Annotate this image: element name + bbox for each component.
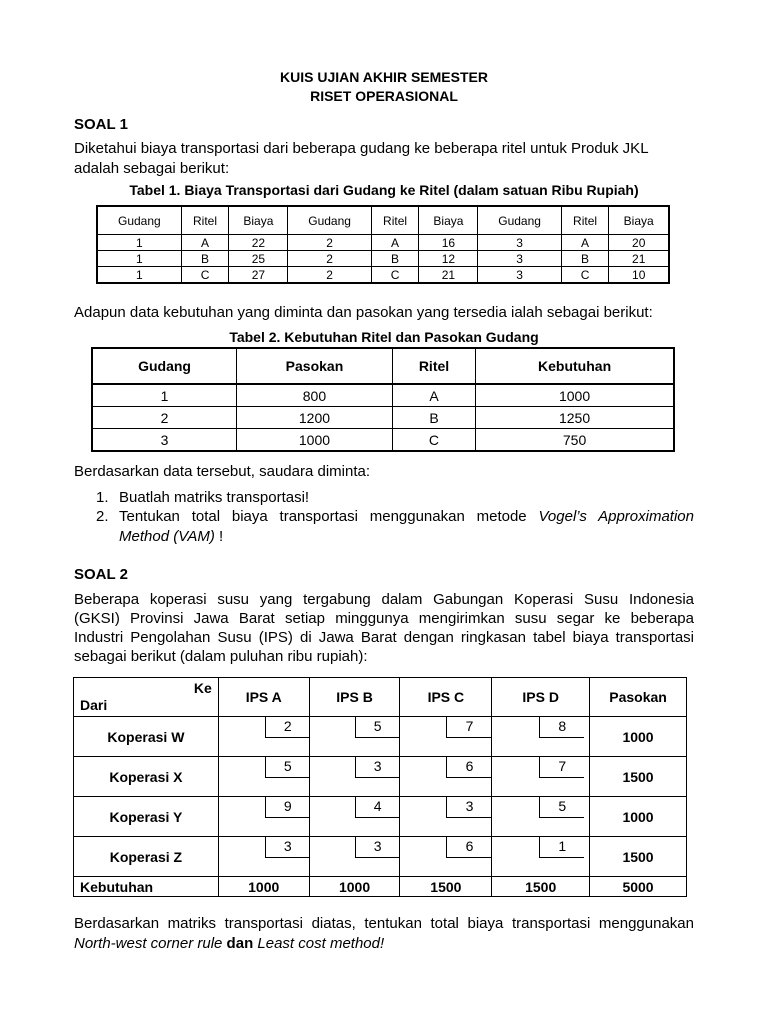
table1-header: Biaya <box>229 206 288 235</box>
soal2-para-line1: Beberapa koperasi susu yang tergabung dalam Gabungan Koperasi Susu Indonesia <box>74 591 694 608</box>
supply-cell: 1000 <box>590 797 687 837</box>
cost-cell <box>218 837 309 877</box>
table-row <box>74 797 687 837</box>
table1-caption: Tabel 1. Biaya Transportasi dari Gudang ke Ritel (dalam satuan Ribu Rupiah) <box>129 182 639 198</box>
cost-value: 6 <box>446 757 491 778</box>
table2-header: Pasokan <box>237 348 393 384</box>
table-cell: 800 <box>237 384 393 407</box>
cost-value: 9 <box>265 797 310 818</box>
corner-ke: Ke <box>193 680 212 696</box>
task-text-plain: Tentukan total biaya transportasi menggunakan metode <box>119 508 539 525</box>
table-cell: B <box>561 251 609 267</box>
task-number: 2. <box>96 508 109 525</box>
table2-header: Kebutuhan <box>476 348 674 384</box>
table1-header: Biaya <box>609 206 669 235</box>
cost-cell <box>309 837 400 877</box>
footer-label: Kebutuhan <box>74 877 219 897</box>
table-row <box>92 384 674 407</box>
table-cell: C <box>392 429 475 452</box>
cost-value: 3 <box>355 837 400 858</box>
table3-header: IPS D <box>492 678 590 717</box>
supply-cell: 1500 <box>590 757 687 797</box>
cost-cell <box>309 717 400 757</box>
table-cell: 3 <box>478 235 561 251</box>
table3-header: IPS B <box>309 678 400 717</box>
soal2-para-line3: Industri Pengolahan Susu (IPS) di Jawa Barat dengan ringkasan tabel biaya transportasi <box>74 629 694 646</box>
cost-cell <box>400 797 492 837</box>
table3-header: IPS A <box>218 678 309 717</box>
cost-value: 3 <box>446 797 491 818</box>
table1-header: Biaya <box>419 206 478 235</box>
cost-value: 5 <box>539 797 584 818</box>
table2-caption: Tabel 2. Kebutuhan Ritel dan Pasokan Gudang <box>229 329 539 345</box>
soal2-closing-line1: Berdasarkan matriks transportasi diatas, tentukan total biaya transportasi menggunakan <box>74 915 694 932</box>
table-row <box>74 837 687 877</box>
table-row <box>97 251 669 267</box>
soal1-intro-line1: Diketahui biaya transportasi dari beberapa gudang ke beberapa ritel untuk Produk JKL <box>74 140 649 157</box>
row-label: Koperasi W <box>74 717 219 757</box>
table-cell: C <box>561 267 609 284</box>
table-cell: 1000 <box>237 429 393 452</box>
task-number: 1. <box>96 489 109 506</box>
table-cell: 16 <box>419 235 478 251</box>
task-text-end: ! <box>214 528 224 545</box>
table-cell: 20 <box>609 235 669 251</box>
soal1-heading: SOAL 1 <box>74 116 128 133</box>
table3-header: Pasokan <box>590 678 687 717</box>
table-cell: 1 <box>97 251 181 267</box>
table-row <box>74 717 687 757</box>
table-cell: 2 <box>288 235 371 251</box>
cost-cell <box>492 797 590 837</box>
supply-cell: 1000 <box>590 717 687 757</box>
table-row <box>97 235 669 251</box>
cost-cell <box>400 717 492 757</box>
soal2-heading: SOAL 2 <box>74 566 128 583</box>
cost-cell <box>492 717 590 757</box>
table-cell: C <box>181 267 229 284</box>
cost-cell <box>400 837 492 877</box>
cost-cell <box>492 837 590 877</box>
table-cell: 1250 <box>476 407 674 429</box>
task-text <box>119 507 694 547</box>
cost-cell <box>309 757 400 797</box>
table-cell: 21 <box>419 267 478 284</box>
task-item-2 <box>96 507 694 547</box>
soal1-between-text: Adapun data kebutuhan yang diminta dan pasokan yang tersedia ialah sebagai berikut: <box>74 304 653 321</box>
table-cell: 3 <box>478 267 561 284</box>
table1-header: Gudang <box>97 206 181 235</box>
cost-value: 3 <box>265 837 310 858</box>
row-label: Koperasi Z <box>74 837 219 877</box>
doc-subtitle: RISET OPERASIONAL <box>310 88 458 104</box>
table-cell: A <box>561 235 609 251</box>
table-cell: B <box>371 251 419 267</box>
table-cell: 3 <box>92 429 237 452</box>
demand-cell: 1000 <box>309 877 400 897</box>
cost-value: 5 <box>355 717 400 738</box>
table3 <box>73 677 687 897</box>
table-cell: B <box>181 251 229 267</box>
table-cell: 12 <box>419 251 478 267</box>
table1-header-row <box>97 206 669 235</box>
table-cell: A <box>181 235 229 251</box>
table1-header: Gudang <box>478 206 561 235</box>
table-cell: 1200 <box>237 407 393 429</box>
table-cell: 2 <box>288 267 371 284</box>
table-cell: A <box>392 384 475 407</box>
table-row <box>92 407 674 429</box>
soal2-closing-line2 <box>74 934 694 954</box>
corner-dari: Dari <box>80 697 108 713</box>
table2-header-row <box>92 348 674 384</box>
cost-cell <box>218 757 309 797</box>
total-cell: 5000 <box>590 877 687 897</box>
table1 <box>96 205 670 284</box>
cost-cell <box>492 757 590 797</box>
table3-header-row <box>74 678 687 717</box>
table-cell: C <box>371 267 419 284</box>
table1-header: Ritel <box>371 206 419 235</box>
cost-value: 2 <box>265 717 310 738</box>
table-row <box>74 757 687 797</box>
table2-header: Ritel <box>392 348 475 384</box>
table-cell: 750 <box>476 429 674 452</box>
cost-cell <box>218 717 309 757</box>
task-text-italic: Vogel’s Approximation Method (VAM) <box>119 508 694 545</box>
cost-value: 7 <box>539 757 584 778</box>
table-cell: 25 <box>229 251 288 267</box>
table-cell: 10 <box>609 267 669 284</box>
cost-value: 8 <box>539 717 584 738</box>
table-cell: B <box>392 407 475 429</box>
cost-cell <box>218 797 309 837</box>
table-cell: A <box>371 235 419 251</box>
demand-cell: 1000 <box>218 877 309 897</box>
soal1-intro-line2: adalah sebagai berikut: <box>74 160 230 177</box>
cost-cell <box>400 757 492 797</box>
table2-header: Gudang <box>92 348 237 384</box>
table-cell: 22 <box>229 235 288 251</box>
cost-cell <box>309 797 400 837</box>
table-cell: 1 <box>97 267 181 284</box>
row-label: Koperasi Y <box>74 797 219 837</box>
table1-header: Ritel <box>181 206 229 235</box>
table-cell: 1 <box>92 384 237 407</box>
table-cell: 1 <box>97 235 181 251</box>
cost-value: 6 <box>446 837 491 858</box>
table-cell: 3 <box>478 251 561 267</box>
table-cell: 2 <box>92 407 237 429</box>
table1-header: Gudang <box>288 206 371 235</box>
table2 <box>91 347 675 452</box>
doc-title: KUIS UJIAN AKHIR SEMESTER <box>280 69 488 85</box>
table3-footer-row <box>74 877 687 897</box>
demand-cell: 1500 <box>400 877 492 897</box>
table-row <box>92 429 674 452</box>
row-label: Koperasi X <box>74 757 219 797</box>
table3-header: IPS C <box>400 678 492 717</box>
table3-corner-cell <box>74 678 219 717</box>
table-cell: 1000 <box>476 384 674 407</box>
cost-value: 7 <box>446 717 491 738</box>
closing-italic-2: Least cost method! <box>257 935 385 952</box>
closing-bold: dan <box>222 935 258 952</box>
demand-cell: 1500 <box>492 877 590 897</box>
cost-value: 3 <box>355 757 400 778</box>
cost-value: 1 <box>539 837 584 858</box>
closing-italic-1: North-west corner rule <box>74 935 223 952</box>
task-text: Buatlah matriks transportasi! <box>119 489 310 506</box>
cost-value: 5 <box>265 757 310 778</box>
table1-header: Ritel <box>561 206 609 235</box>
supply-cell: 1500 <box>590 837 687 877</box>
soal2-para-line2: (GKSI) Provinsi Jawa Barat setiap minggunya mengirimkan susu segar ke beberapa <box>74 610 694 627</box>
table-row <box>97 267 669 284</box>
table-cell: 27 <box>229 267 288 284</box>
soal2-para-line4: sebagai berikut (dalam puluhan ribu rupiah): <box>74 648 368 665</box>
soal1-task-intro: Berdasarkan data tersebut, saudara diminta: <box>74 463 371 480</box>
table-cell: 21 <box>609 251 669 267</box>
table-cell: 2 <box>288 251 371 267</box>
cost-value: 4 <box>355 797 400 818</box>
